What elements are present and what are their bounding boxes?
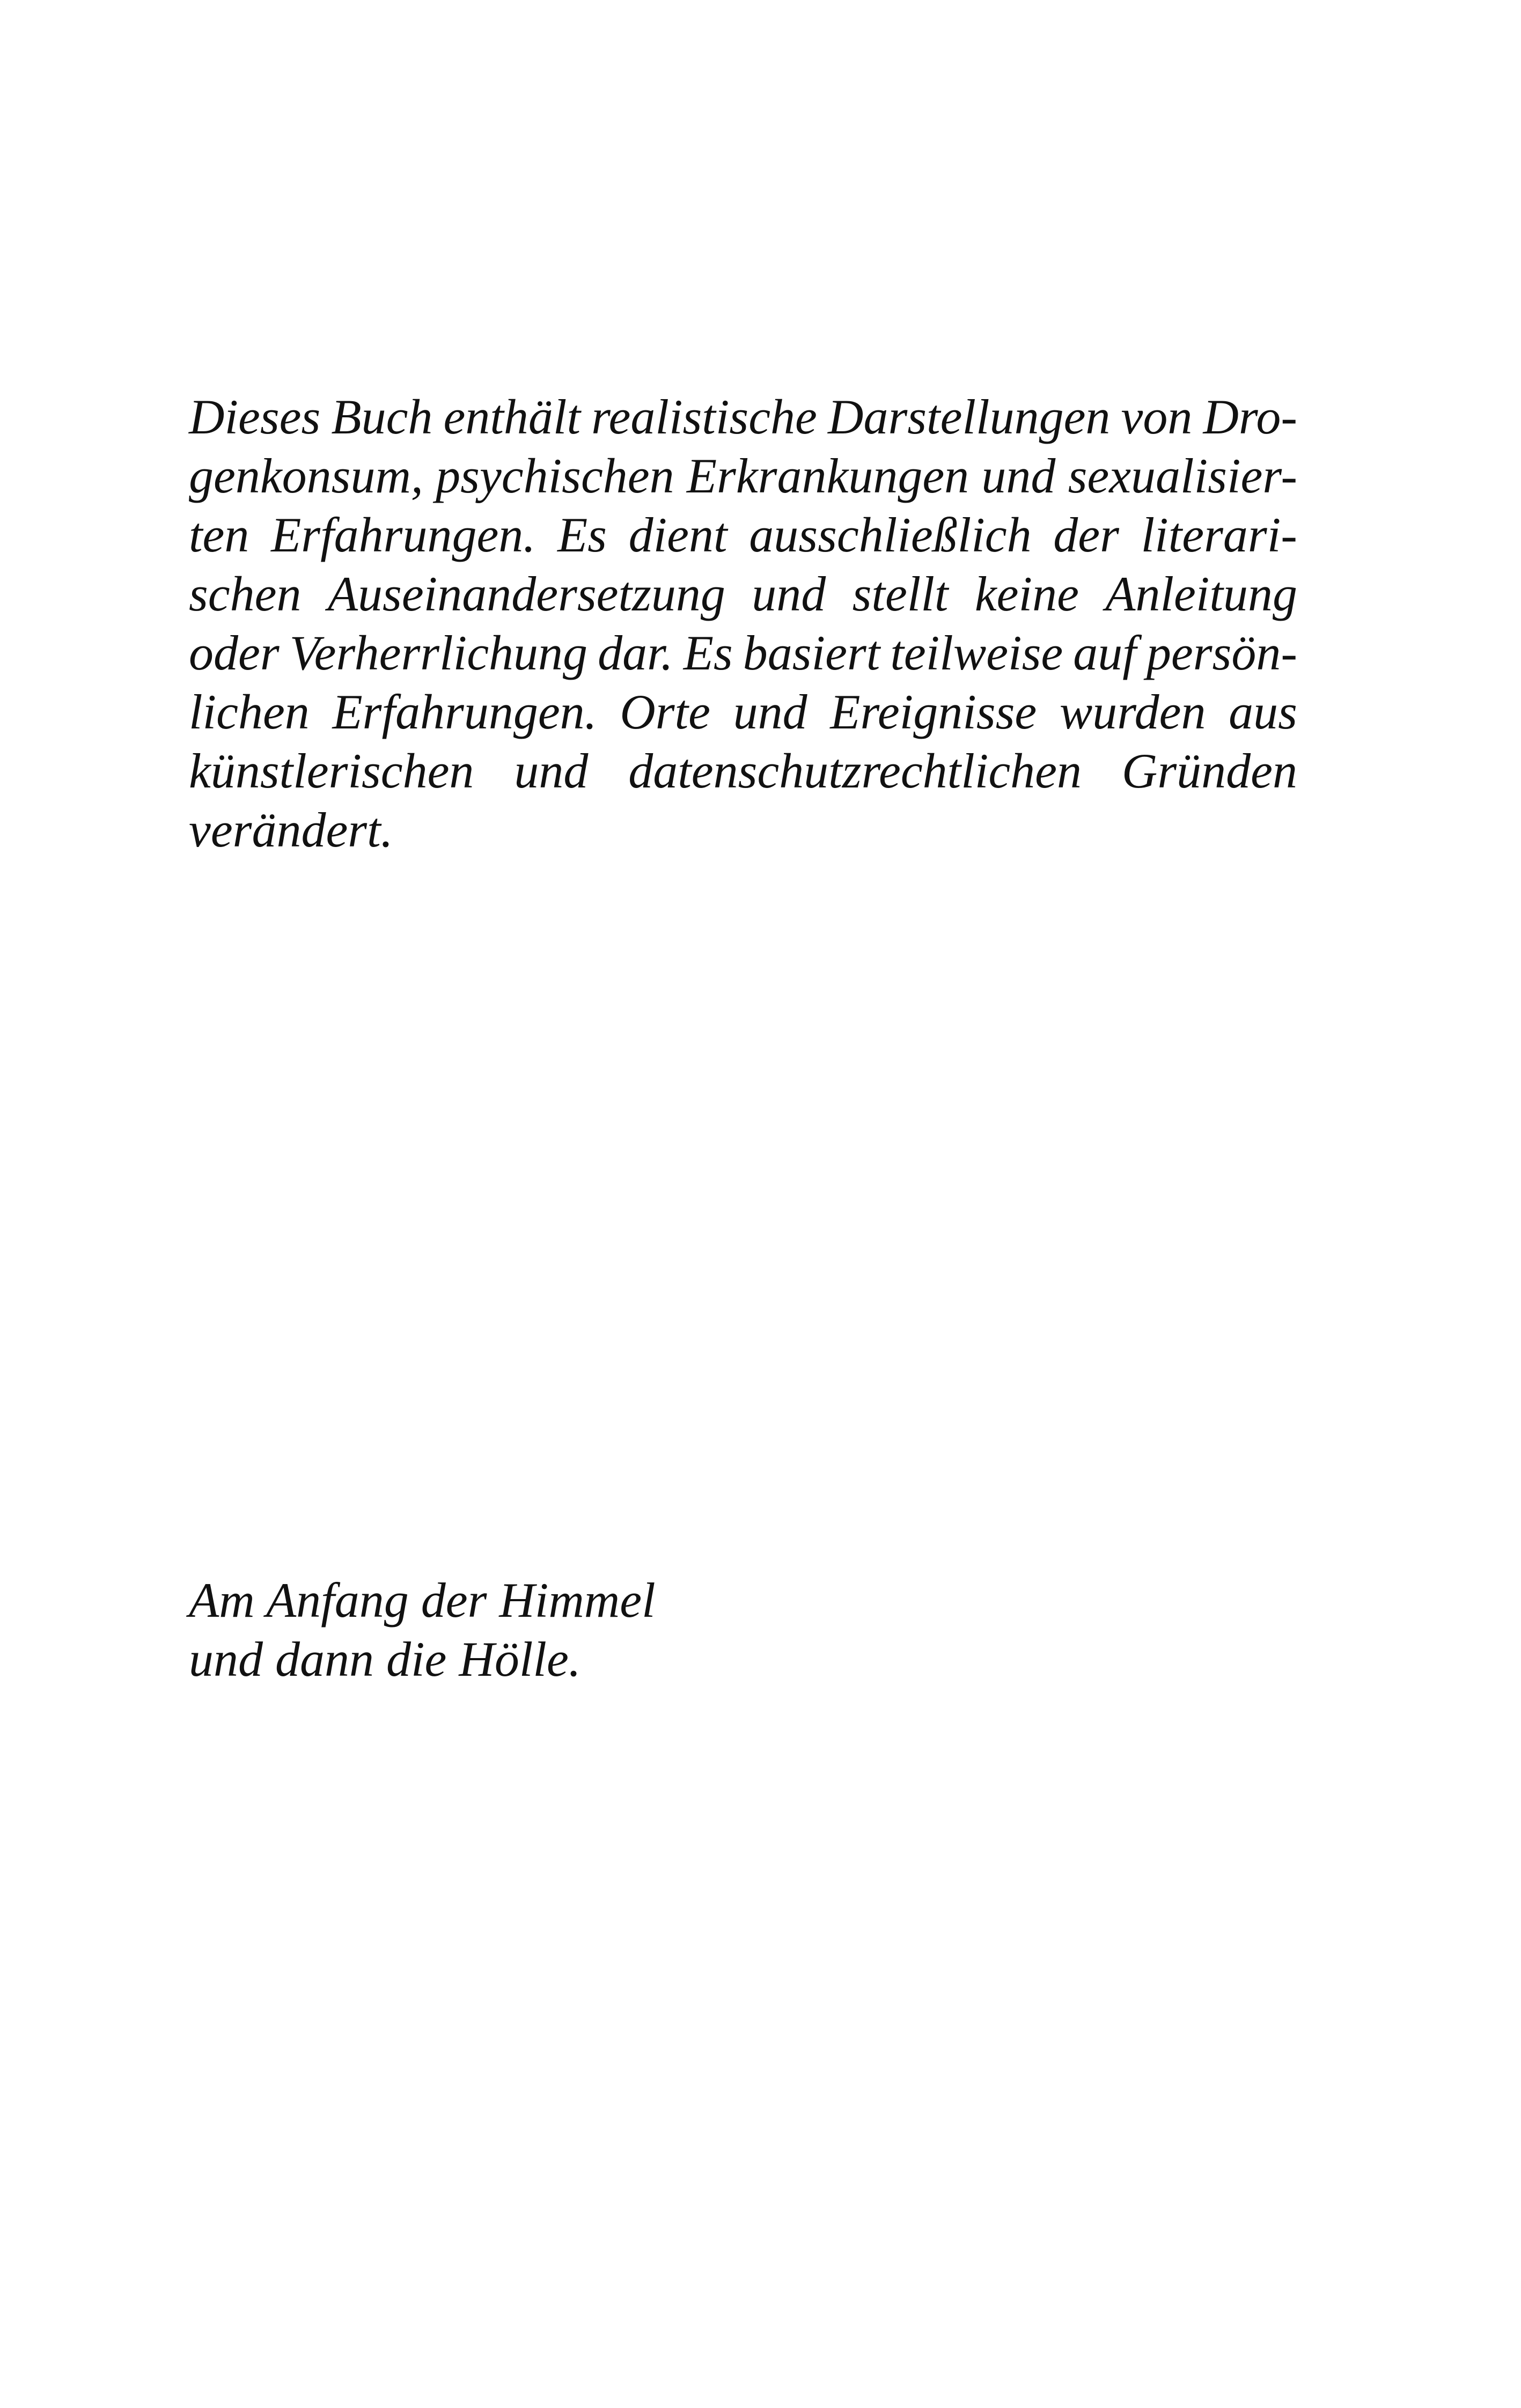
word: realistische <box>591 389 817 444</box>
word: Darstellungen <box>828 389 1111 444</box>
word: Dro- <box>1203 389 1297 444</box>
word: literari- <box>1141 507 1297 562</box>
word: Verherrlichung <box>289 625 588 680</box>
epigraph <box>189 1571 656 1689</box>
word: ten <box>189 507 249 562</box>
word: Es <box>683 625 733 680</box>
word: persön- <box>1146 625 1297 680</box>
notice-line <box>189 505 1297 564</box>
word: auf <box>1073 625 1136 680</box>
word: Erkrankungen <box>686 448 969 503</box>
word: der <box>1053 507 1119 562</box>
word: psychischen <box>436 448 674 503</box>
word: Es <box>557 507 607 562</box>
word: von <box>1121 389 1193 444</box>
word: keine <box>974 566 1079 621</box>
notice-line <box>189 682 1297 741</box>
word: schen <box>189 566 302 621</box>
word: stellt <box>852 566 949 621</box>
notice-line <box>189 564 1297 623</box>
word: Ereignisse <box>830 684 1037 739</box>
notice-line <box>189 446 1297 505</box>
word: teilweise <box>890 625 1063 680</box>
notice-last-line: verändert. <box>189 802 393 857</box>
word: Dieses <box>189 389 321 444</box>
content-notice <box>189 387 1297 859</box>
word: ausschließlich <box>749 507 1032 562</box>
word: Orte <box>620 684 710 739</box>
word: und <box>752 566 826 621</box>
word: Anleitung <box>1105 566 1297 621</box>
notice-line <box>189 741 1297 800</box>
word: basiert <box>743 625 880 680</box>
word: Erfahrungen. <box>332 684 597 739</box>
word: datenschutzrechtlichen <box>628 743 1082 798</box>
word: künstlerischen <box>189 743 474 798</box>
word: Auseinandersetzung <box>327 566 725 621</box>
word: enthält <box>443 389 581 444</box>
notice-line <box>189 387 1297 446</box>
word: Gründen <box>1121 743 1297 798</box>
word: wurden <box>1059 684 1206 739</box>
word: und <box>981 448 1056 503</box>
word: oder <box>189 625 280 680</box>
word: dient <box>628 507 728 562</box>
word: sexualisier- <box>1068 448 1297 503</box>
word: Erfahrungen. <box>271 507 536 562</box>
word: dar. <box>598 625 673 680</box>
epigraph-line-1: Am Anfang der Himmel <box>189 1573 656 1628</box>
word: aus <box>1229 684 1297 739</box>
word: genkonsum, <box>189 448 423 503</box>
word: und <box>733 684 807 739</box>
word: Buch <box>331 389 433 444</box>
epigraph-line-2: und dann die Hölle. <box>189 1632 581 1687</box>
word: und <box>514 743 589 798</box>
word: lichen <box>189 684 310 739</box>
notice-line <box>189 623 1297 682</box>
